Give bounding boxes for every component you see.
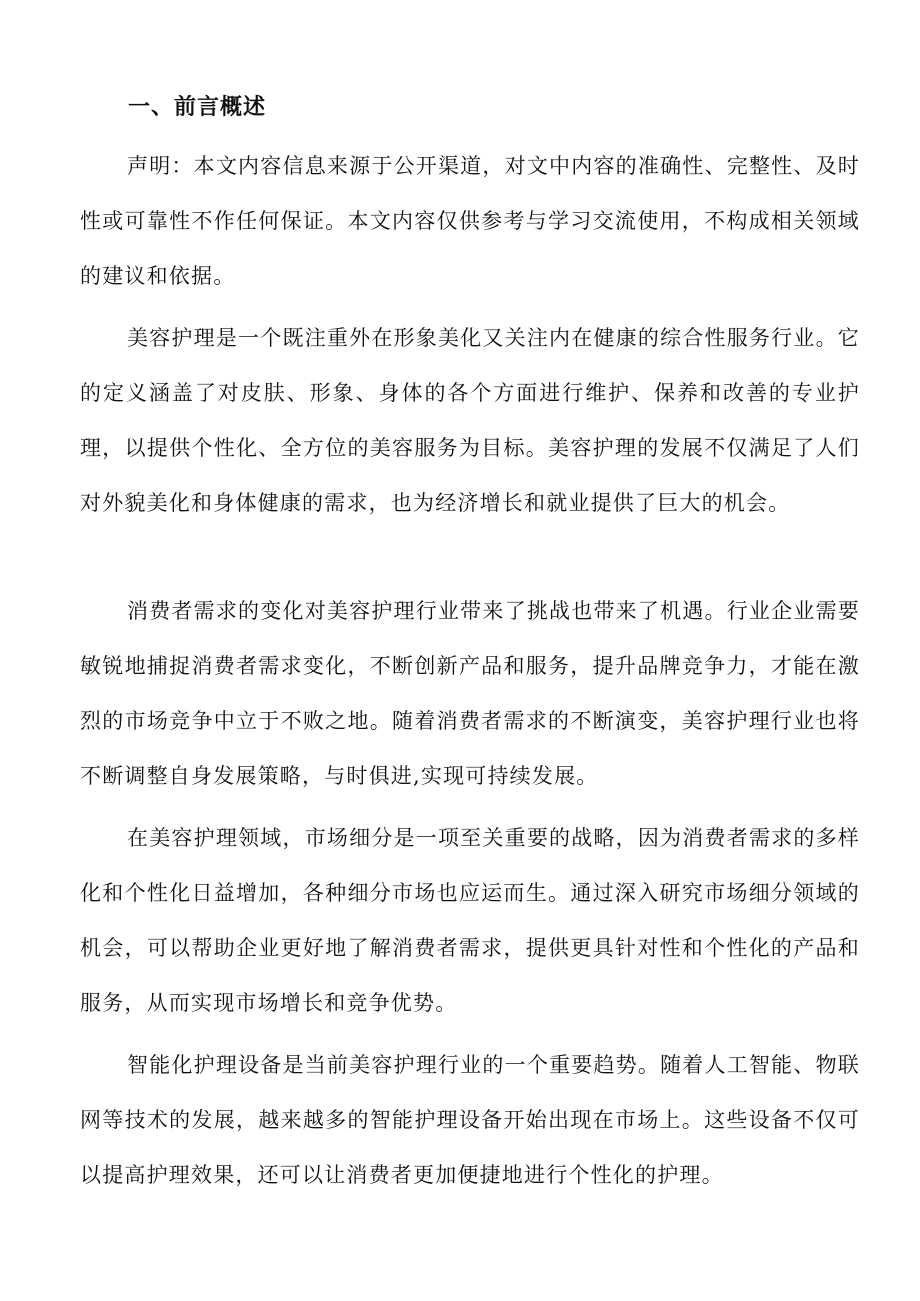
disclaimer-paragraph: 声明：本文内容信息来源于公开渠道，对文中内容的准确性、完整性、及时性或可靠性不作任何保证。本文内容仅供参考与学习交流使用，不构成相关领域的建议和依据。 (80, 154, 860, 288)
section-heading: 一、前言概述 (128, 94, 267, 120)
body-paragraph: 美容护理是一个既注重外在形象美化又关注内在健康的综合性服务行业。它的定义涵盖了对皮肤、形象、身体的各个方面进行维护、保养和改善的专业护理，以提供个性化、全方位的美容服务为目标。美容护理的发展不仅满足了人们对外貌美化和身体健康的需求，也为经济增长和就业提供了巨大的机会。 (80, 326, 860, 515)
body-paragraph: 在美容护理领域，市场细分是一项至关重要的战略，因为消费者需求的多样化和个性化日益增加，各种细分市场也应运而生。通过深入研究市场细分领域的机会，可以帮助企业更好地了解消费者需求，提供更具针对性和个性化的产品和服务，从而实现市场增长和竞争优势。 (80, 826, 860, 1015)
body-paragraph: 智能化护理设备是当前美容护理行业的一个重要趋势。随着人工智能、物联网等技术的发展，越来越多的智能护理设备开始出现在市场上。这些设备不仅可以提高护理效果，还可以让消费者更加便捷地进行个性化的护理。 (80, 1053, 860, 1187)
body-paragraph: 消费者需求的变化对美容护理行业带来了挑战也带来了机遇。行业企业需要敏锐地捕捉消费者需求变化，不断创新产品和服务，提升品牌竞争力，才能在激烈的市场竞争中立于不败之地。随着消费者需求的不断演变，美容护理行业也将不断调整自身发展策略，与时俱进,实现可持续发展。 (80, 599, 860, 788)
